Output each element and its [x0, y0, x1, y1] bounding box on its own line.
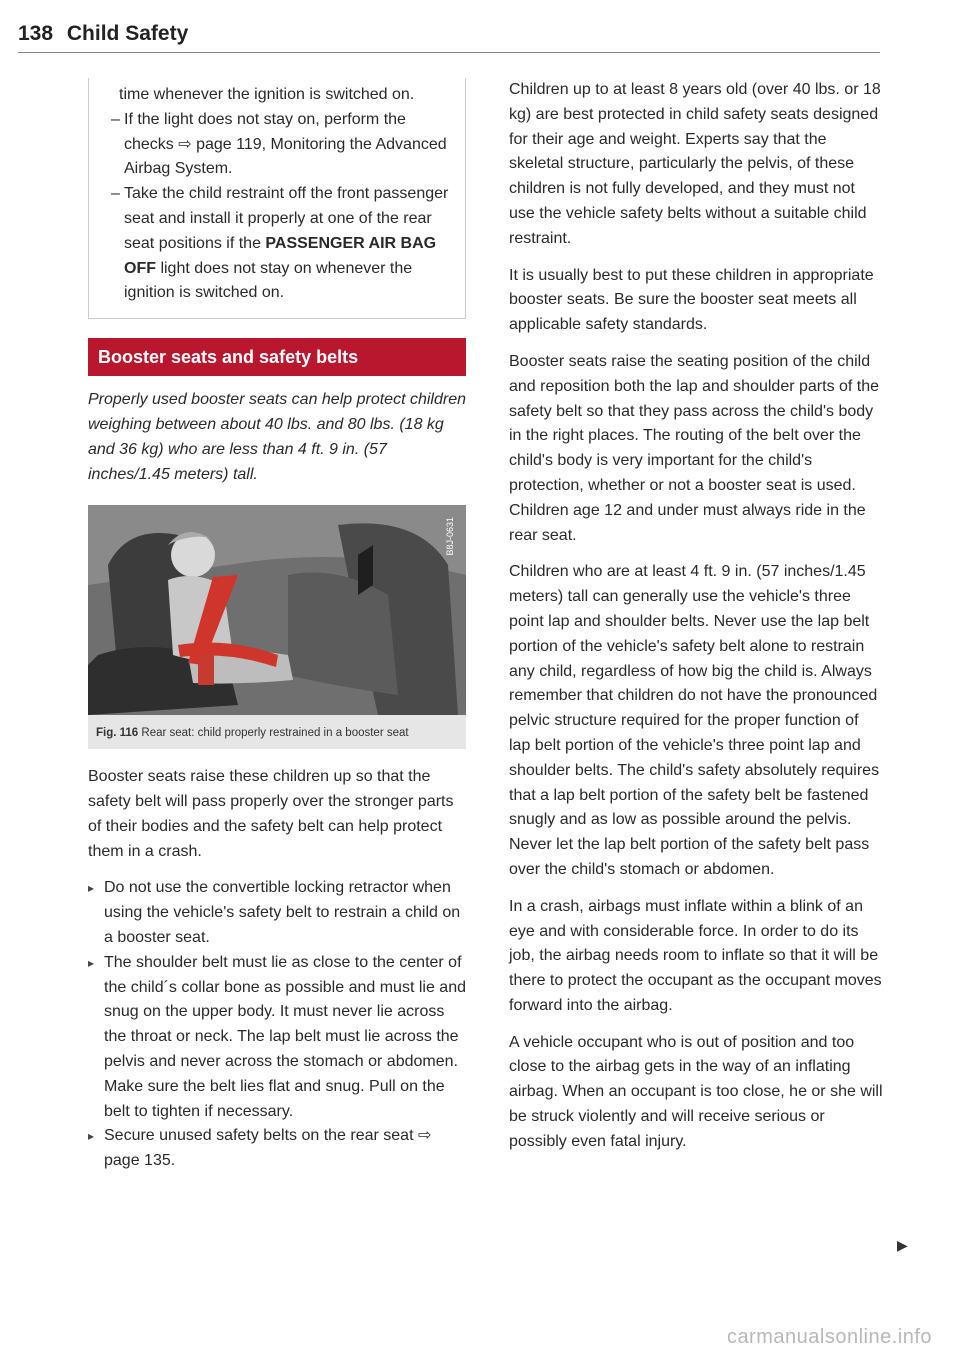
body-paragraph: It is usually best to put these children in appropriate booster seats. Be sure the booster seat meets all applicable safety standards.: [509, 266, 874, 334]
note-text: light does not stay on whenever the ignition is switched on.: [124, 259, 413, 302]
figure-caption: [88, 715, 466, 741]
section-title: Booster seats and safety belts: [88, 338, 466, 376]
booster-seat-illustration: [88, 505, 466, 715]
body-paragraph: Booster seats raise these children up so that the safety belt will pass properly over the stronger parts of their bodies and the safety belt can help protect them in a crash.: [88, 768, 454, 860]
figure-label: Fig. 116: [96, 727, 139, 740]
bullet-item: ▸ The shoulder belt must lie as close to the center of the child´s collar bone as possible and must lie and snug on the upper body. It must never lie across the throat or neck. The lap belt must lie across the pelvis and never across the stomach or abdomen. Make sure the belt lies flat and snug. Pull on the belt to tighten if necessary.: [88, 951, 466, 1125]
note-text: Take the child restraint off the front passenger seat and install it properly at one of the rear seat positions if the: [124, 185, 449, 252]
body-paragraph: Booster seats raise the seating position of the child and reposition both the lap and shoulder parts of the safety belt so that they pass across the child's body in the right places. The routing of the belt over the child's body is very important for the child's protection, whether or not a booster seat is used. Children age 12 and under must always ride in the rear seat.: [509, 352, 880, 544]
chapter-title: Child Safety: [66, 22, 189, 45]
figure-code: B8J-0631: [445, 517, 455, 556]
page-header: [18, 22, 188, 46]
figure: [88, 505, 466, 749]
body-paragraph: Children who are at least 4 ft. 9 in. (57 inches/1.45 meters) tall can generally use the vehicle's three point lap and shoulder belts. Never use the lap belt portion of the vehicle's safety belt alone to restrain any child, regardless of how big the child is. Always remember that children do not have the pronounced pelvic structure required for the proper function of lap belt portion of the vehicle's three point lap and shoulder belts. The child's safety absolutely requires that a lap belt portion of the safety belt be fastened snugly and as low as possible around the pelvis. Never let the lap belt portion of the safety belt pass over the child's stomach or abdomen.: [509, 563, 880, 878]
body-paragraph: A vehicle occupant who is out of position and too close to the airbag gets in the way of an inflating airbag. When an occupant is too close, he or she will be struck violently and will receive serious or possibly even fatal injury.: [509, 1033, 883, 1150]
header-rule: [18, 52, 880, 53]
body-paragraph: Children up to at least 8 years old (over 40 lbs. or 18 kg) are best protected in child safety seats designed for their age and weight. Experts say that the skeletal structure, particularly the pelvis, of these children is not fully developed, and they must not use the vehicle safety belts without a suitable child restraint.: [509, 81, 881, 247]
note-continuation: time whenever the ignition is switched on.: [119, 86, 415, 103]
watermark: carmanualsonline.info: [726, 1326, 932, 1348]
note-item: [111, 182, 455, 306]
page-number: 138: [18, 22, 54, 45]
bullet-item: ▸ Do not use the convertible locking retractor when using the vehicle's safety belt to restrain a child on a booster seat.: [88, 876, 466, 950]
body-paragraph: In a crash, airbags must inflate within a blink of an eye and with considerable force. In order to do its job, the airbag needs room to inflate so that it will be there to protect the occupant as the occupant moves forward into the airbag.: [509, 897, 882, 1014]
left-column: [88, 78, 466, 1174]
note-box: [88, 78, 466, 319]
next-page-arrow-icon: ▶: [897, 1237, 908, 1253]
bullet-item: ▸ Secure unused safety belts on the rear seat ⇨ page 135.: [88, 1124, 466, 1174]
figure-caption-text: Rear seat: child properly restrained in a booster seat: [141, 727, 409, 740]
note-bold-label: PASSENGER AIR BAG OFF: [124, 234, 437, 277]
note-item: – If the light does not stay on, perform the checks ⇨ page 119, Monitoring the Advanced Airbag System.: [111, 108, 455, 182]
section-intro: Properly used booster seats can help protect children weighing between about 40 lbs. and 80 lbs. (18 kg and 36 kg) who are less than 4 ft. 9 in. (57 inches/1.45 meters) tall.: [88, 391, 466, 484]
right-column: [509, 78, 883, 1167]
